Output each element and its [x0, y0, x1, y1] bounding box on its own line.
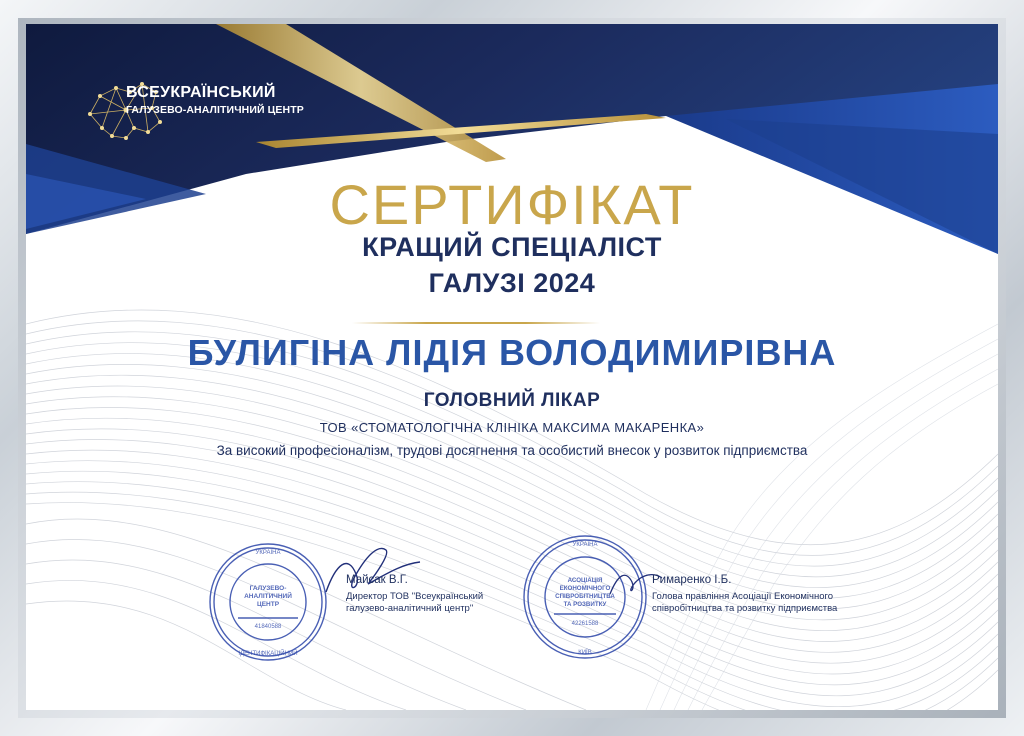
signer-1-name: Майсак В.Г. [346, 574, 408, 586]
signer-1-role-line1: Директор ТОВ "Всеукраїнський [346, 591, 484, 602]
svg-text:АСОЦІАЦІЯ: АСОЦІАЦІЯ [567, 577, 603, 584]
logo-subtitle: ГАЛУЗЕВО-АНАЛІТИЧНИЙ ЦЕНТР [126, 104, 304, 116]
svg-text:СПІВРОБІТНИЦТВА: СПІВРОБІТНИЦТВА [555, 593, 615, 600]
signer-1-role-line2: галузево-аналітичний центр" [346, 603, 474, 614]
certificate-subtitle-line1: КРАЩИЙ СПЕЦІАЛІСТ [362, 232, 662, 262]
recipient-name: БУЛИГІНА ЛІДІЯ ВОЛОДИМИРІВНА [187, 332, 837, 373]
gold-divider [352, 322, 600, 324]
recipient-company: ТОВ «СТОМАТОЛОГІЧНА КЛІНІКА МАКСИМА МАКАРЕНКА» [319, 420, 705, 435]
svg-text:КИЇВ: КИЇВ [578, 650, 592, 656]
signer-2-role-line2: співробітництва та розвитку підприємства [652, 603, 838, 614]
certificate-subtitle-line2: ГАЛУЗІ 2024 [428, 268, 596, 298]
certificate-paper [26, 24, 998, 710]
svg-text:42261588: 42261588 [571, 621, 599, 627]
svg-text:ЕКОНОМІЧНОГО: ЕКОНОМІЧНОГО [559, 585, 611, 592]
stamp-seal-1 [206, 540, 330, 664]
svg-text:41840588: 41840588 [254, 624, 282, 630]
svg-text:УКРАЇНА: УКРАЇНА [572, 542, 598, 548]
logo-title: ВСЕУКРАЇНСЬКИЙ [126, 84, 276, 101]
svg-text:АНАЛІТИЧНИЙ: АНАЛІТИЧНИЙ [244, 593, 292, 600]
award-reason: За високий професіоналізм, трудові досягнення та особистий внесок у розвиток підприємства [216, 443, 808, 458]
svg-text:ЦЕНТР: ЦЕНТР [256, 601, 280, 608]
signer-2-role-line1: Голова правління Асоціації Економічного [652, 591, 834, 602]
svg-text:УКРАЇНА: УКРАЇНА [255, 550, 281, 556]
ukraine-map-network-icon [86, 66, 386, 166]
signer-2-name: Римаренко І.Б. [652, 574, 732, 586]
svg-text:ГАЛУЗЕВО-: ГАЛУЗЕВО- [249, 585, 287, 592]
recipient-position: ГОЛОВНИЙ ЛІКАР [423, 390, 601, 411]
certificate-title: СЕРТИФІКАТ [329, 173, 695, 236]
svg-text:ТА РОЗВИТКУ: ТА РОЗВИТКУ [563, 601, 607, 608]
svg-text:ІДЕНТИФІКАЦІЙНИЙ: ІДЕНТИФІКАЦІЙНИЙ [238, 651, 298, 657]
